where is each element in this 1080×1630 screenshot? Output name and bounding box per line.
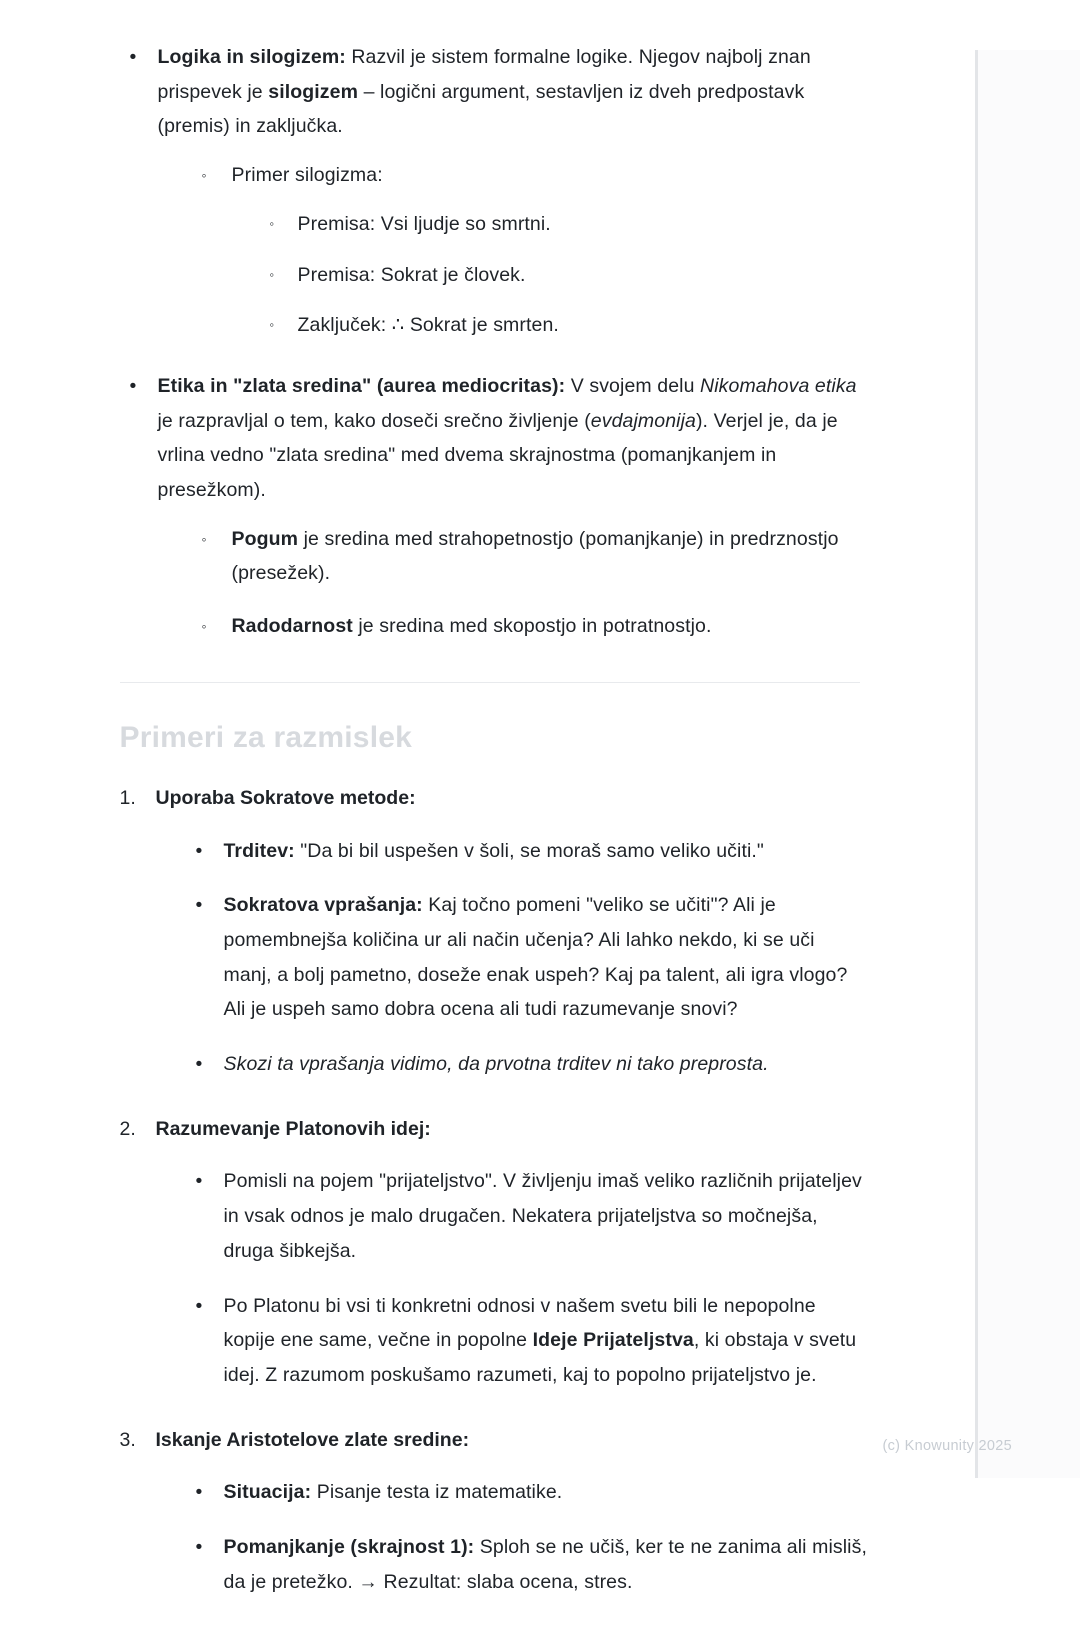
- copyright-watermark: (c) Knowunity 2025: [882, 1438, 1012, 1454]
- bullet-circle-icon: ◦: [201, 530, 207, 547]
- term-label: Logika in silogizem:: [157, 46, 346, 68]
- list-item-text: Primer silogizma:: [231, 164, 383, 187]
- example-title: Iskanje Aristotelove zlate sredine:: [155, 1428, 470, 1451]
- example-sub-list: [186, 1475, 868, 1599]
- bullet-disc-icon: •: [195, 894, 203, 917]
- term-body: je sredina med skopostjo in potratnostjo.: [352, 615, 712, 638]
- page-right-panel: [975, 50, 1080, 1478]
- sub-list-level-3: [262, 207, 868, 343]
- list-item: [186, 1164, 868, 1268]
- list-item: [120, 781, 868, 1082]
- bullet-circle-icon: ◦: [201, 618, 207, 635]
- bullet-circle-icon: ◦: [201, 167, 207, 184]
- bullet-disc-icon: •: [195, 1294, 203, 1317]
- bullet-disc-icon: •: [195, 1170, 203, 1193]
- list-item-text: Zaključek: ∴ Sokrat je smrten.: [297, 314, 559, 337]
- example-sub-list: [186, 834, 868, 1082]
- list-item-text: Pomisli na pojem "prijateljstvo". V življenju imaš veliko različnih prijateljev in vsak odnos je malo drugačen. Nekatera prijateljstva so močnejša, druga šibkejša.: [223, 1170, 862, 1262]
- list-item-text: [232, 528, 839, 585]
- term-italic: Skozi ta vprašanja vidimo, da prvotna trditev ni tako preprosta.: [223, 1053, 769, 1076]
- list-item: [262, 308, 868, 343]
- list-item-text: [224, 1295, 857, 1386]
- list-item: [120, 40, 868, 343]
- term-body: Pisanje testa iz matematike.: [311, 1481, 563, 1504]
- list-item-text: [224, 840, 764, 862]
- list-item-text: Premisa: Sokrat je človek.: [297, 263, 526, 286]
- list-item: [186, 1530, 868, 1599]
- bullet-circle-icon: ◦: [269, 215, 275, 231]
- term-body: "Da bi bil uspešen v šoli, se moraš samo veliko učiti.": [294, 839, 764, 862]
- list-item: [262, 207, 868, 242]
- examples-list: [120, 781, 868, 1600]
- term-body: Sploh se ne učiš, ker te ne zanima ali misliš, da je pretežko. → Rezultat: slaba ocena, stres.: [223, 1536, 867, 1593]
- term-emphasis: silogizem: [268, 80, 359, 103]
- list-number: 2.: [119, 1117, 136, 1140]
- main-bullet-list: [120, 40, 868, 644]
- term-label: Pogum: [231, 527, 299, 550]
- section-divider: [120, 682, 860, 683]
- term-emphasis: Ideje Prijateljstva: [532, 1329, 694, 1352]
- page-title: Primeri za razmislek: [119, 720, 413, 754]
- term-body: je sredina med strahopetnostjo (pomanjkanje) in predrznostjo (presežek).: [231, 527, 839, 585]
- list-item: [186, 834, 868, 869]
- term-body-after: , ki obstaja v svetu idej. Z razumom poskušamo razumeti, kaj to popolno prijateljstvo je.: [223, 1329, 857, 1386]
- list-item: [186, 888, 868, 1027]
- bullet-disc-icon: •: [195, 839, 203, 862]
- list-item: [186, 1047, 868, 1082]
- list-number: 1.: [119, 786, 136, 809]
- example-sub-list: [186, 1164, 868, 1392]
- term-label: Sokratova vprašanja:: [223, 894, 423, 917]
- term-body-3: ). Verjel je, da je vrlina vedno "zlata sredina" med dvema skrajnostma (pomanjkanjem in presežkom).: [157, 409, 838, 502]
- term-body-1: Razvil je sistem formalne logike. Njegov najbolj znan prispevek je: [157, 46, 811, 103]
- list-item-text: [224, 1481, 563, 1503]
- list-item: [194, 609, 868, 644]
- term-body: Kaj točno pomeni "veliko se učiti"? Ali je pomembnejša količina ur ali način učenja? Ali lahko nekdo, ki se uči manj, a bolj pametno, doseže enak uspeh? Kaj pa talent, ali igra vlogo? Ali je uspeh samo dobra ocena ali tudi razumevanje snovi?: [223, 894, 848, 1021]
- list-item: [186, 1289, 868, 1393]
- list-item: [120, 369, 868, 644]
- list-item-text: [224, 1536, 867, 1593]
- bullet-disc-icon: •: [195, 1053, 203, 1076]
- list-item-text: [224, 1053, 769, 1075]
- list-item-text: [158, 375, 857, 501]
- list-item: [120, 1112, 868, 1393]
- list-item-text: [224, 894, 848, 1020]
- list-item: [262, 258, 868, 293]
- list-item: [120, 1423, 868, 1600]
- list-item: [194, 522, 868, 591]
- term-label: Radodarnost: [231, 615, 353, 638]
- bullet-disc-icon: •: [195, 1536, 203, 1559]
- term-italic-1: Nikomahova etika: [700, 374, 857, 397]
- term-label: Etika in "zlata sredina" (aurea mediocritas):: [157, 374, 566, 397]
- list-item-text: Premisa: Vsi ljudje so smrtni.: [297, 212, 551, 235]
- bullet-circle-icon: ◦: [269, 317, 275, 333]
- list-item: [194, 158, 868, 343]
- document-content: [108, 40, 868, 1600]
- list-item: [186, 1475, 868, 1510]
- term-body-1: V svojem delu: [565, 374, 701, 397]
- list-item-text: [158, 46, 811, 137]
- term-body-2: je razpravljal o tem, kako doseči srečno življenje (: [157, 409, 591, 432]
- term-italic-2: evdajmonija: [590, 409, 696, 432]
- bullet-disc-icon: •: [195, 1481, 203, 1504]
- term-body-before: Po Platonu bi vsi ti konkretni odnosi v našem svetu bili le nepopolne kopije ene same, večne in popolne: [223, 1294, 816, 1352]
- term-label: Trditev:: [223, 839, 295, 862]
- term-label: Pomanjkanje (skrajnost 1):: [223, 1536, 475, 1559]
- sub-list-level-2: [194, 158, 868, 343]
- bullet-disc-icon: •: [129, 46, 137, 68]
- sub-list-level-2: [194, 522, 868, 644]
- example-title: Razumevanje Platonovih idej:: [155, 1117, 431, 1140]
- term-body-2: – logični argument, sestavljen iz dveh predpostavk (premis) in zaključka.: [157, 80, 805, 138]
- bullet-circle-icon: ◦: [269, 266, 275, 282]
- term-label: Situacija:: [223, 1481, 312, 1504]
- list-item-text: [232, 615, 712, 637]
- list-number: 3.: [119, 1428, 136, 1451]
- bullet-disc-icon: •: [129, 374, 137, 397]
- example-title: Uporaba Sokratove metode:: [155, 786, 416, 809]
